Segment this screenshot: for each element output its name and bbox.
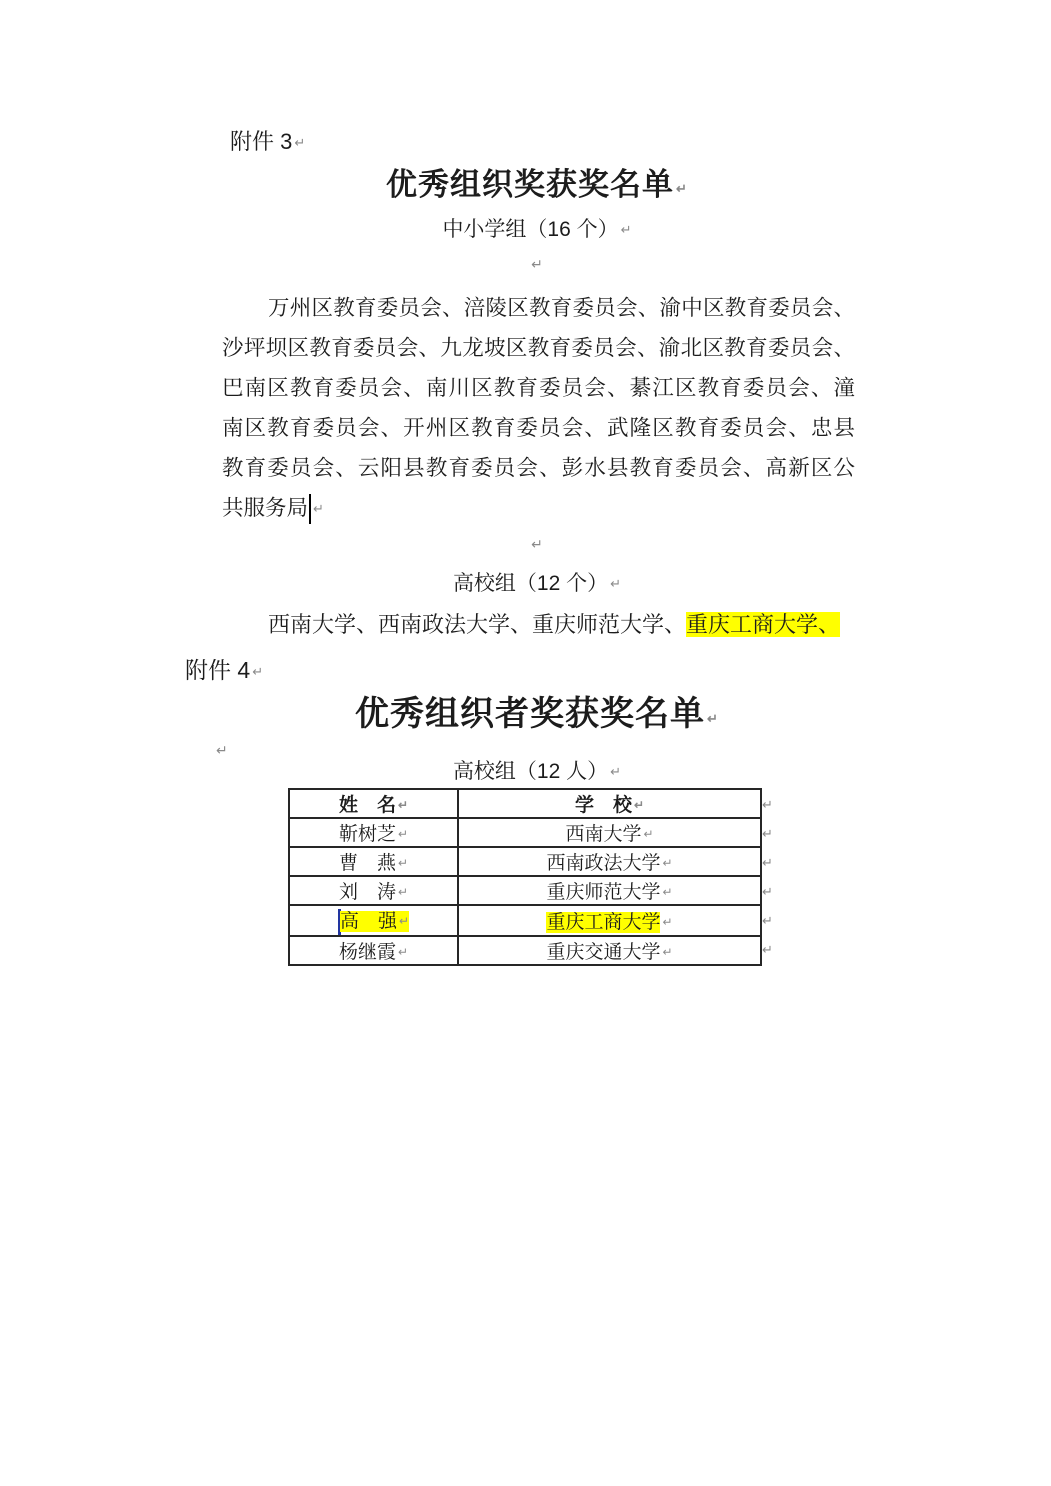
pilcrow-mark: ↵ [662, 856, 673, 870]
name-text: 曹 燕 [338, 853, 396, 874]
name-cell [289, 847, 458, 876]
pilcrow-mark: ↵ [662, 885, 673, 899]
table-header-name-text: 姓 名 [338, 795, 396, 816]
universities-normal-text: 西南大学、西南政法大学、重庆师范大学、 [268, 612, 687, 637]
table-row [289, 847, 761, 876]
empty-line-pilcrow: ↵ [216, 742, 228, 758]
school-text: 西南政法大学 [546, 853, 661, 874]
attachment3-text: 附件 3 [230, 129, 293, 154]
pilcrow-mark: ↵ [610, 764, 622, 779]
pilcrow-mark: ↵ [676, 181, 688, 196]
school-text: 重庆师范大学 [546, 882, 661, 903]
committees-paragraph [222, 288, 855, 528]
pilcrow-mark: ↵ [294, 135, 306, 150]
committees-line-1: 万州区教育委员会、涪陵区教育委员会、渝中区教育委员会、 [268, 296, 855, 320]
school-cell [458, 876, 761, 905]
highlighted-name [340, 911, 409, 932]
name-text: 杨继霞 [338, 941, 396, 963]
universities-line [222, 608, 948, 642]
table-header-school [458, 789, 761, 818]
award-title-organizer-text: 优秀组织者奖获奖名单 [355, 695, 706, 733]
name-text: 靳树芝 [338, 824, 396, 845]
pilcrow-mark: ↵ [762, 826, 773, 841]
table-header-school-text: 学 校 [574, 795, 632, 816]
table-row [289, 818, 761, 847]
pilcrow-mark: ↵ [610, 576, 622, 591]
table-header-name [289, 789, 458, 818]
school-text: 西南大学 [565, 824, 642, 845]
pilcrow-mark: ↵ [762, 797, 773, 812]
table-header-row [289, 789, 761, 818]
group-heading-primary-secondary-text: 中小学组（16 个） [442, 218, 619, 241]
school-cell [458, 818, 761, 847]
pilcrow-mark: ↵ [620, 222, 632, 237]
group-heading-university-people-text: 高校组（12 人） [452, 760, 609, 783]
award-title-organizer [232, 692, 842, 741]
school-cell [458, 936, 761, 965]
pilcrow-mark: ↵ [662, 914, 673, 929]
group-heading-university-people [232, 758, 842, 786]
committees-line-4: 南区教育委员会、开州区教育委员会、武隆区教育委员会、忠县 [222, 416, 855, 440]
row-end-pilcrows [762, 790, 773, 964]
pilcrow-mark: ↵ [762, 855, 773, 870]
table-row-clipped [289, 936, 761, 965]
winners-table [288, 788, 762, 966]
highlighted-school: 重庆工商大学 [546, 911, 661, 933]
name-cell [289, 905, 458, 936]
pilcrow-mark: ↵ [397, 827, 409, 841]
pilcrow-mark: ↵ [397, 885, 409, 899]
name-cell [289, 936, 458, 965]
pilcrow-mark: ↵ [252, 664, 264, 679]
pilcrow-mark: ↵ [397, 944, 409, 959]
empty-line-pilcrow: ↵ [531, 256, 543, 272]
committees-line-6 [222, 488, 855, 528]
attachment4-text: 附件 4 [185, 657, 251, 683]
universities-highlighted-text: 重庆工商大学、 [686, 612, 841, 637]
committees-line-5: 教育委员会、云阳县教育委员会、彭水县教育委员会、高新区公 [222, 456, 855, 480]
group-heading-primary-secondary [232, 216, 842, 244]
attachment3-label [230, 128, 305, 157]
group-heading-university-orgs [232, 570, 842, 598]
pilcrow-mark: ↵ [643, 827, 654, 841]
pilcrow-mark: ↵ [397, 856, 409, 870]
text-caret [309, 494, 311, 524]
table-row-highlighted [289, 905, 761, 936]
pilcrow-mark: ↵ [762, 884, 773, 899]
pilcrow-mark: ↵ [762, 942, 773, 957]
pilcrow-mark: ↵ [398, 914, 410, 928]
table-row [289, 876, 761, 905]
pilcrow-mark: ↵ [662, 944, 673, 959]
pilcrow-mark: ↵ [313, 501, 324, 516]
name-cell [289, 876, 458, 905]
school-text: 重庆交通大学 [546, 941, 661, 963]
attachment4-label [185, 656, 263, 686]
group-heading-university-orgs-text: 高校组（12 个） [452, 572, 609, 595]
name-text: 刘 涛 [338, 882, 396, 903]
committees-line-6-text: 共服务局 [222, 496, 309, 520]
committees-line-2: 沙坪坝区教育委员会、九龙坡区教育委员会、渝北区教育委员会、 [222, 336, 855, 360]
committees-line-3: 巴南区教育委员会、南川区教育委员会、綦江区教育委员会、潼 [222, 376, 855, 400]
award-title-organization-text: 优秀组织奖获奖名单 [386, 167, 675, 202]
pilcrow-mark: ↵ [633, 798, 645, 812]
school-cell [458, 847, 761, 876]
name-cell [289, 818, 458, 847]
pilcrow-mark: ↵ [762, 913, 773, 928]
pilcrow-mark: ↵ [397, 798, 409, 812]
empty-line-pilcrow: ↵ [531, 536, 543, 552]
award-title-organization [232, 164, 842, 210]
winners-table-region [288, 788, 788, 963]
pilcrow-mark: ↵ [707, 711, 719, 726]
name-text: 高 强 [339, 911, 397, 932]
school-cell [458, 905, 761, 936]
